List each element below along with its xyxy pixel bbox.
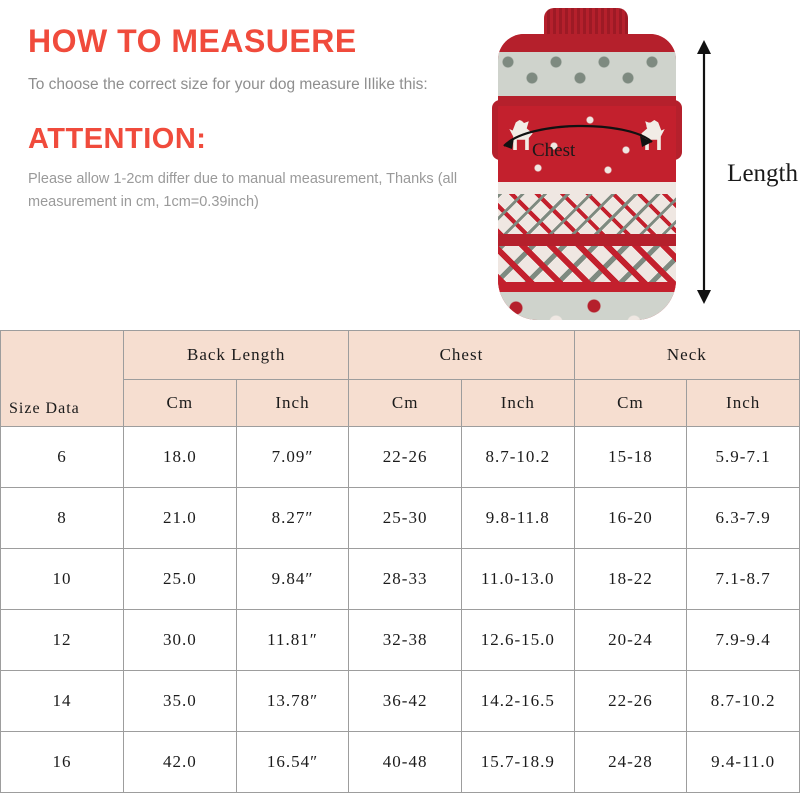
size-cell: 8	[1, 488, 124, 549]
value-cell: 7.09″	[236, 427, 349, 488]
sweater-body	[498, 34, 676, 320]
value-cell: 40-48	[349, 732, 462, 793]
value-cell: 7.9-9.4	[687, 610, 800, 671]
value-cell: 22-26	[349, 427, 462, 488]
table-header-row	[1, 331, 800, 380]
unit-header-cm: Cm	[124, 380, 237, 427]
value-cell: 24-28	[574, 732, 687, 793]
value-cell: 14.2-16.5	[461, 671, 574, 732]
knit-band	[498, 246, 676, 282]
table-row	[1, 671, 800, 732]
value-cell: 8.7-10.2	[461, 427, 574, 488]
value-cell: 28-33	[349, 549, 462, 610]
knit-band	[498, 194, 676, 234]
knit-band	[498, 34, 676, 52]
knit-band	[498, 234, 676, 246]
value-cell: 6.3-7.9	[687, 488, 800, 549]
value-cell: 5.9-7.1	[687, 427, 800, 488]
value-cell: 8.7-10.2	[687, 671, 800, 732]
attention-note: Please allow 1-2cm differ due to manual measurement, Thanks (all measurement in cm, 1cm=0.39inch)	[28, 171, 458, 211]
chest-label: Chest	[532, 140, 576, 161]
value-cell: 9.84″	[236, 549, 349, 610]
group-header-chest: Chest	[349, 331, 574, 380]
knit-band	[498, 182, 676, 194]
size-cell: 16	[1, 732, 124, 793]
table-row	[1, 732, 800, 793]
value-cell: 36-42	[349, 671, 462, 732]
value-cell: 7.1-8.7	[687, 549, 800, 610]
value-cell: 42.0	[124, 732, 237, 793]
value-cell: 25.0	[124, 549, 237, 610]
value-cell: 21.0	[124, 488, 237, 549]
table-row	[1, 488, 800, 549]
chest-measure-arrow	[498, 116, 658, 158]
instructions-block	[28, 24, 478, 215]
knit-band	[498, 292, 676, 320]
page-title: HOW TO MEASUERE	[28, 23, 357, 59]
size-cell: 12	[1, 610, 124, 671]
table-row	[1, 549, 800, 610]
value-cell: 18.0	[124, 427, 237, 488]
sweater-graphic	[492, 8, 682, 320]
size-data-corner	[1, 331, 124, 427]
how-to-subtitle: To choose the correct size for your dog measure lIlike this:	[28, 76, 428, 94]
attention-title: ATTENTION:	[28, 123, 207, 156]
length-label: Length	[727, 160, 798, 187]
value-cell: 20-24	[574, 610, 687, 671]
dog-sweater-illustration	[470, 0, 800, 330]
size-data-label: Size Data	[9, 400, 80, 417]
value-cell: 35.0	[124, 671, 237, 732]
unit-header-inch: Inch	[236, 380, 349, 427]
value-cell: 15.7-18.9	[461, 732, 574, 793]
size-cell: 14	[1, 671, 124, 732]
table-row	[1, 427, 800, 488]
value-cell: 11.81″	[236, 610, 349, 671]
knit-band	[498, 282, 676, 292]
value-cell: 9.4-11.0	[687, 732, 800, 793]
length-measure-arrow	[692, 40, 716, 304]
top-section	[0, 0, 800, 330]
value-cell: 18-22	[574, 549, 687, 610]
value-cell: 32-38	[349, 610, 462, 671]
value-cell: 12.6-15.0	[461, 610, 574, 671]
value-cell: 8.27″	[236, 488, 349, 549]
value-cell: 9.8-11.8	[461, 488, 574, 549]
group-header-neck: Neck	[574, 331, 799, 380]
value-cell: 25-30	[349, 488, 462, 549]
table-row	[1, 610, 800, 671]
value-cell: 22-26	[574, 671, 687, 732]
unit-header-inch: Inch	[461, 380, 574, 427]
unit-header-cm: Cm	[349, 380, 462, 427]
value-cell: 13.78″	[236, 671, 349, 732]
value-cell: 16-20	[574, 488, 687, 549]
unit-header-cm: Cm	[574, 380, 687, 427]
unit-header-inch: Inch	[687, 380, 800, 427]
size-table	[0, 330, 800, 793]
knit-band	[498, 52, 676, 96]
value-cell: 15-18	[574, 427, 687, 488]
knit-band	[498, 96, 676, 106]
size-cell: 6	[1, 427, 124, 488]
value-cell: 11.0-13.0	[461, 549, 574, 610]
value-cell: 16.54″	[236, 732, 349, 793]
group-header-back-length: Back Length	[124, 331, 349, 380]
value-cell: 30.0	[124, 610, 237, 671]
size-cell: 10	[1, 549, 124, 610]
